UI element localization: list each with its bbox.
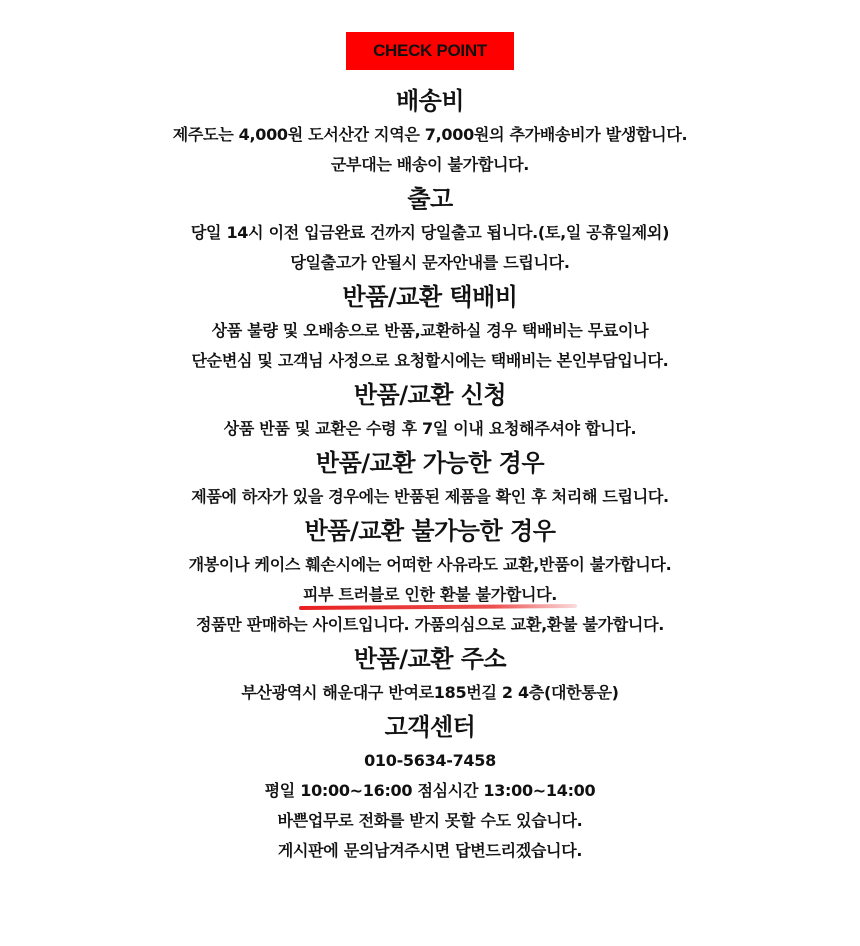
policy-sections	[0, 82, 860, 866]
section-title: 반품/교환 신청	[353, 381, 507, 409]
section-line: 제품에 하자가 있을 경우에는 반품된 제품을 확인 후 처리해 드립니다.	[191, 487, 669, 506]
section-line: 평일 10:00~16:00 점심시간 13:00~14:00	[264, 781, 596, 800]
phone-number: 010-5634-7458	[364, 751, 496, 770]
section-line: 상품 불량 및 오배송으로 반품,교환하실 경우 택배비는 무료이나	[211, 321, 649, 340]
highlighted-line-text: 피부 트러블로 인한 환불 불가합니다.	[303, 580, 557, 610]
section-return-not-allowed	[0, 512, 860, 640]
section-return-shipping-fee	[0, 278, 860, 376]
section-title: 반품/교환 가능한 경우	[315, 449, 545, 477]
badge-container	[0, 0, 860, 70]
section-title: 출고	[407, 185, 453, 213]
section-title: 반품/교환 주소	[353, 645, 507, 673]
section-line: 당일출고가 안될시 문자안내를 드립니다.	[290, 253, 570, 272]
section-line: 당일 14시 이전 입금완료 건까지 당일출고 됩니다.(토,일 공휴일제외)	[190, 223, 670, 242]
section-line: 개봉이나 케이스 훼손시에는 어떠한 사유라도 교환,반품이 불가합니다.	[188, 555, 672, 574]
section-return-address	[0, 640, 860, 708]
section-return-request	[0, 376, 860, 444]
section-title: 반품/교환 불가능한 경우	[304, 517, 556, 545]
section-title: 반품/교환 택배비	[342, 283, 518, 311]
section-customer-center	[0, 708, 860, 866]
section-line: 상품 반품 및 교환은 수령 후 7일 이내 요청해주셔야 합니다.	[223, 419, 637, 438]
section-line: 게시판에 문의남겨주시면 답변드리겠습니다.	[277, 841, 583, 860]
section-line: 부산광역시 해운대구 반여로185번길 2 4층(대한통운)	[241, 683, 619, 702]
section-title: 배송비	[395, 87, 465, 115]
section-line: 바쁜업무로 전화를 받지 못할 수도 있습니다.	[277, 811, 583, 830]
section-return-allowed	[0, 444, 860, 512]
section-line: 단순변심 및 고객님 사정으로 요청할시에는 택배비는 본인부담입니다.	[191, 351, 669, 370]
check-point-badge: CHECK POINT	[346, 32, 514, 70]
section-line: 군부대는 배송이 불가합니다.	[330, 155, 530, 174]
section-dispatch	[0, 180, 860, 278]
section-title: 고객센터	[384, 713, 476, 741]
section-shipping-fee	[0, 82, 860, 180]
highlighted-line	[0, 580, 860, 610]
section-line: 제주도는 4,000원 도서산간 지역은 7,000원의 추가배송비가 발생합니다.	[172, 125, 688, 144]
section-line: 정품만 판매하는 사이트입니다. 가품의심으로 교환,환불 불가합니다.	[195, 615, 665, 634]
